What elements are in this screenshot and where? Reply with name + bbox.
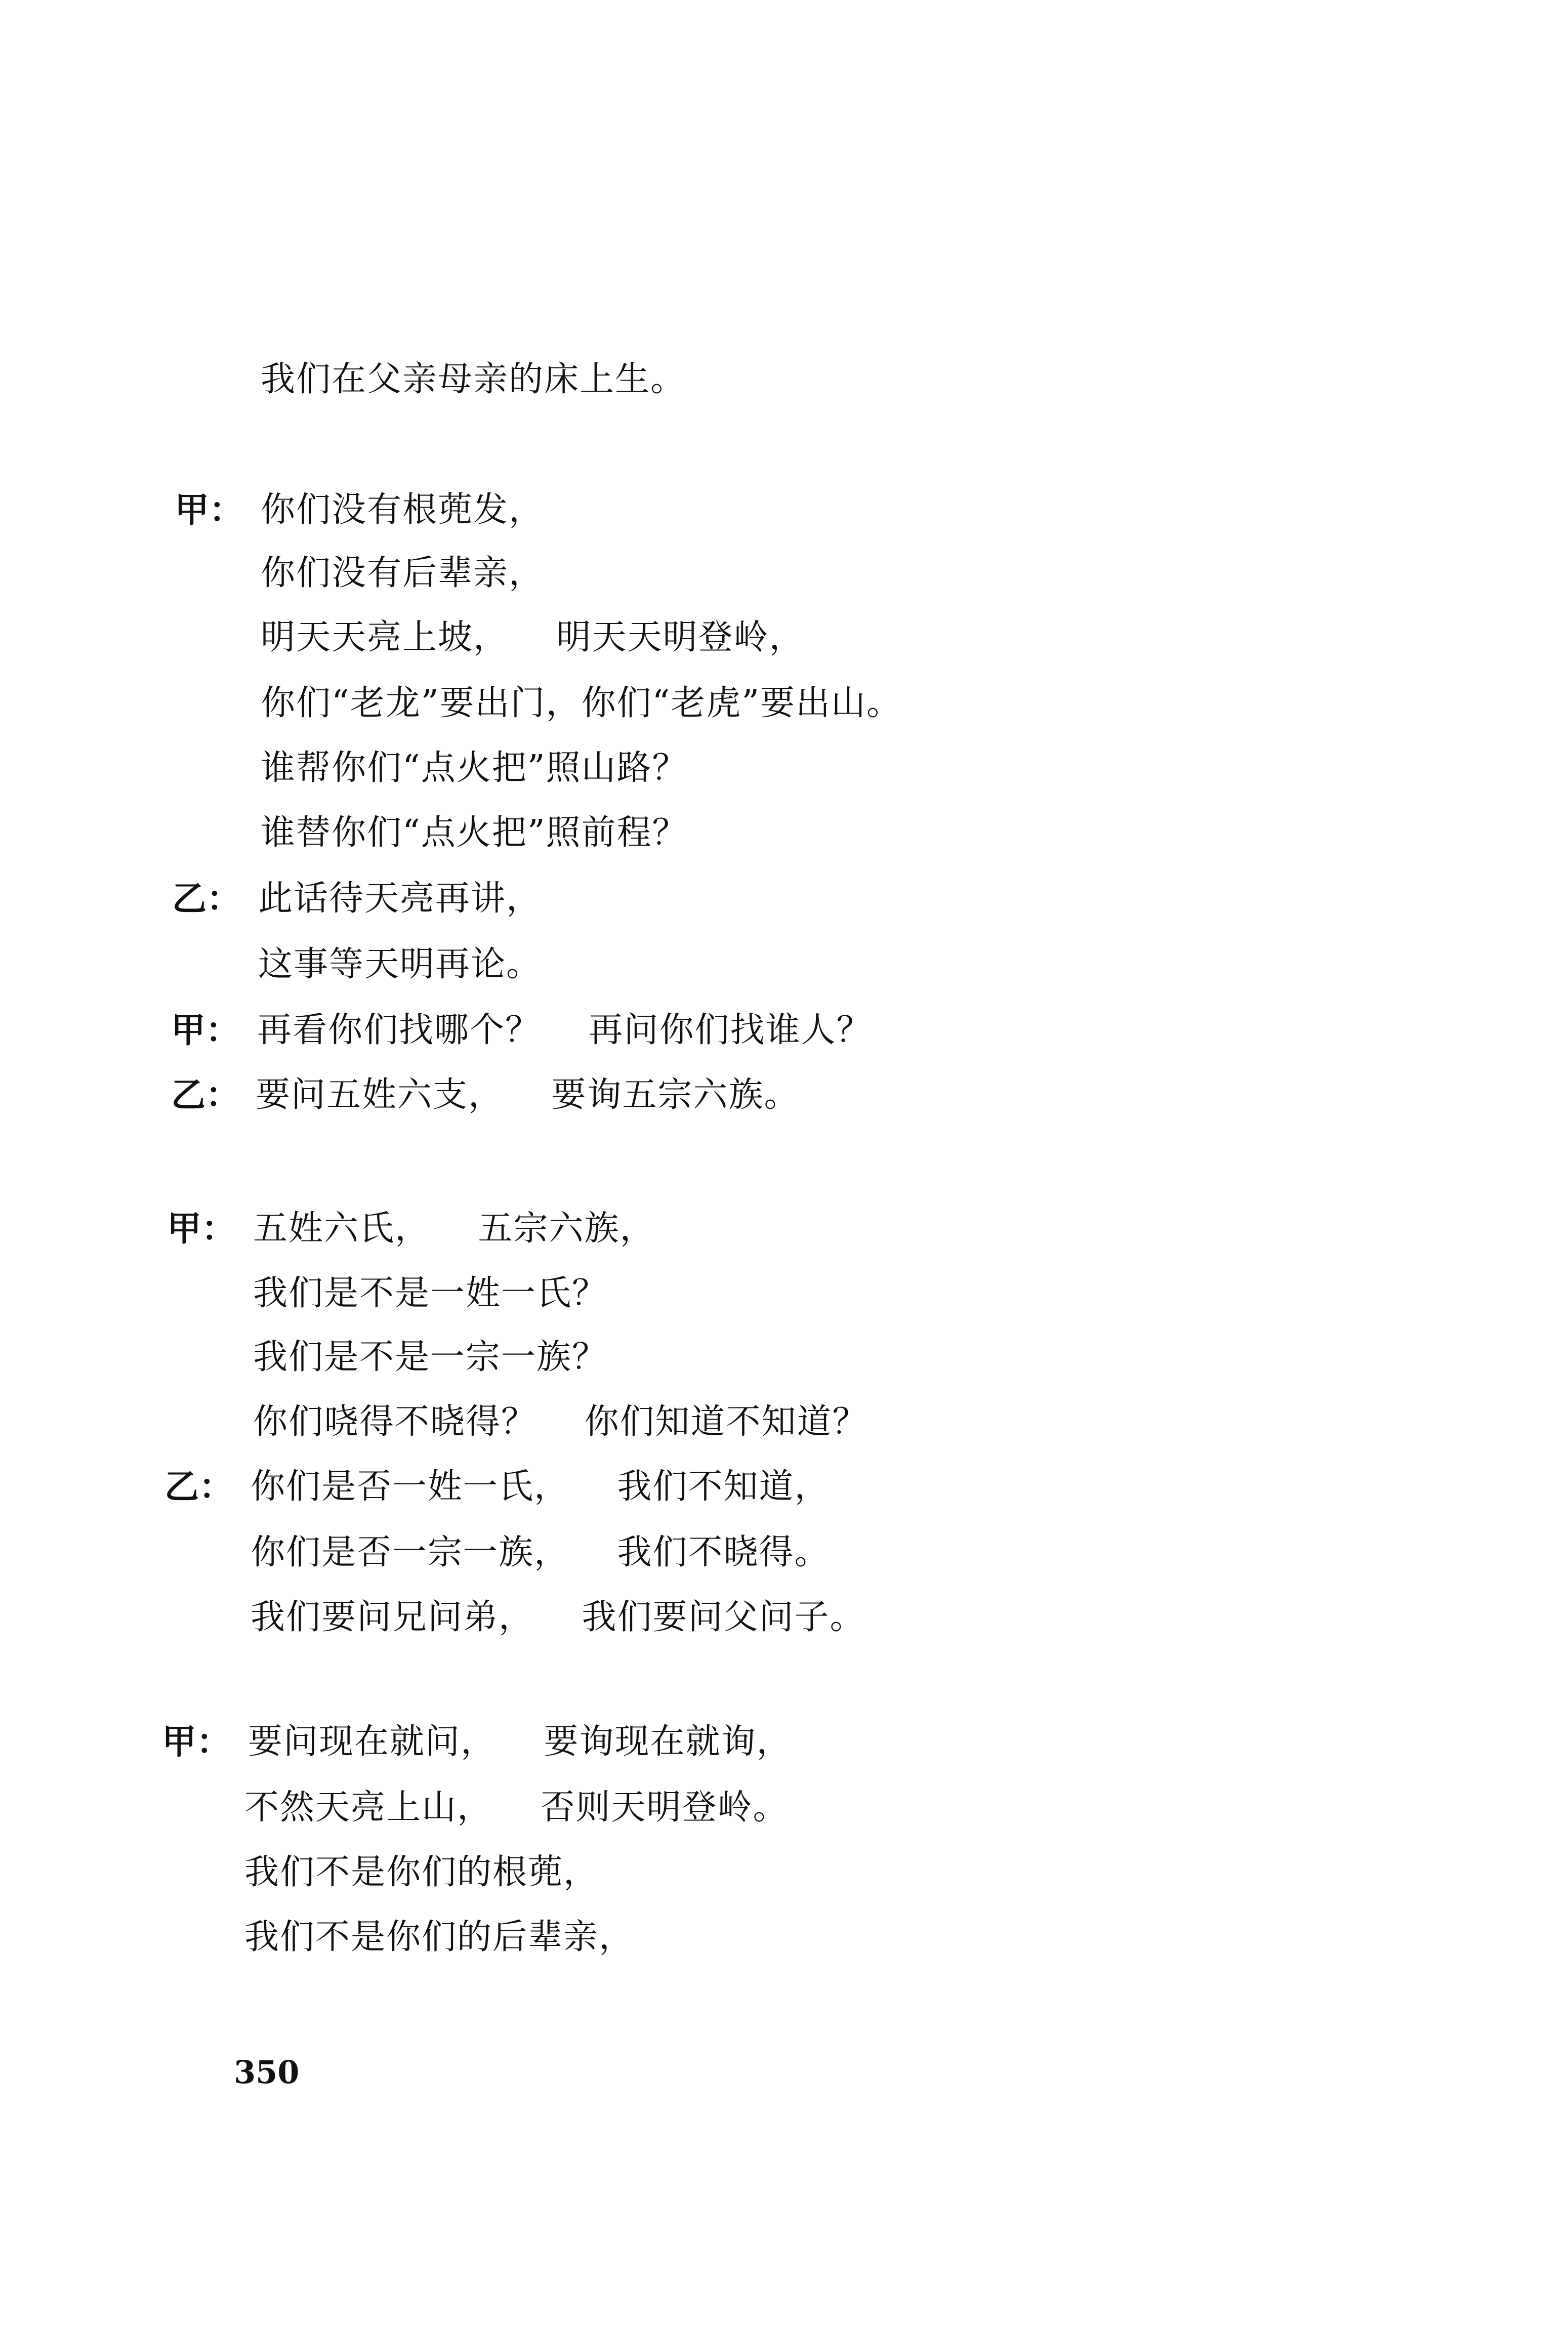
- text-line: 你们没有后辈亲，: [261, 553, 545, 593]
- text-line: 谁替你们“点火把”照前程？: [261, 813, 688, 853]
- text-line: 你们“老龙”要出门，你们“老虎”要出山。: [261, 683, 902, 723]
- text-line: 我们要问兄问弟， 我们要问父问子。: [251, 1597, 865, 1637]
- speaker-label: 甲：: [167, 1209, 236, 1249]
- text-line: 我们是不是一姓一氏？: [253, 1273, 608, 1313]
- page-number: 350: [234, 2054, 300, 2091]
- text-line: 五姓六氏， 五宗六族，: [253, 1209, 655, 1249]
- text-line: 再看你们找哪个？ 再问你们找谁人？: [257, 1010, 872, 1050]
- text-line: 不然天亮上山， 否则天明登岭。: [244, 1788, 789, 1828]
- text-line: 要问五姓六支， 要询五宗六族。: [256, 1075, 800, 1115]
- text-line: 我们在父亲母亲的床上生。: [261, 359, 686, 399]
- text-line: 这事等天明再论。: [258, 944, 542, 984]
- text-line: 明天天亮上坡， 明天天明登岭，: [261, 617, 805, 657]
- speaker-label: 甲：: [162, 1722, 231, 1762]
- speaker-label: 乙：: [172, 879, 241, 919]
- speaker-label: 甲：: [175, 490, 244, 530]
- text-line: 你们没有根蔸发，: [261, 490, 545, 530]
- speaker-label: 乙：: [171, 1075, 240, 1115]
- text-line: 我们不是你们的根蔸，: [244, 1852, 599, 1892]
- text-line: 你们是否一姓一氏， 我们不知道，: [251, 1467, 830, 1507]
- text-line: 谁帮你们“点火把”照山路？: [261, 748, 688, 788]
- speaker-label: 甲：: [171, 1010, 240, 1051]
- text-line: 我们不是你们的后辈亲，: [244, 1917, 635, 1957]
- text-line: 我们是不是一宗一族？: [253, 1337, 608, 1377]
- speaker-label: 乙：: [164, 1467, 234, 1507]
- text-line: 要问现在就问， 要询现在就询，: [248, 1722, 792, 1762]
- text-line: 你们哓得不晓得？ 你们知道不知道？: [253, 1402, 868, 1442]
- text-line: 此话待天亮再讲，: [258, 879, 542, 919]
- text-line: 你们是否一宗一族， 我们不晓得。: [251, 1532, 830, 1572]
